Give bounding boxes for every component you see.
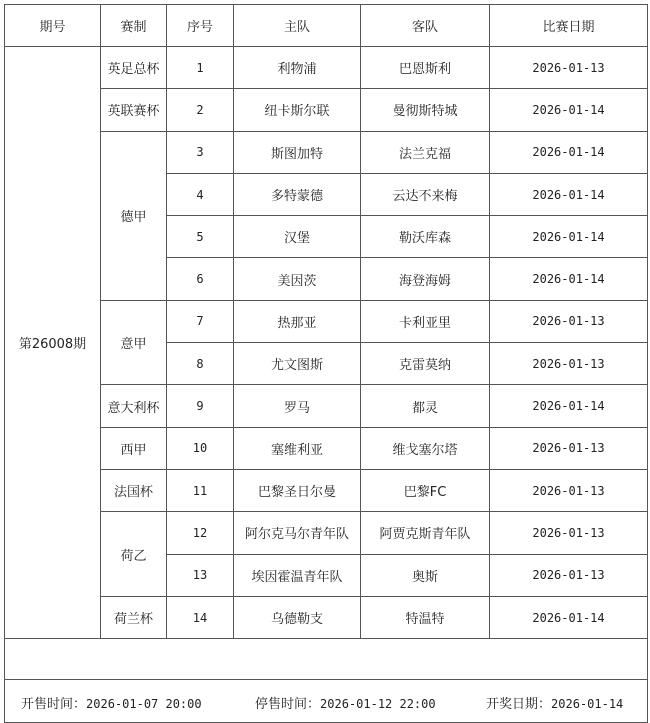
home-team-cell: 尤文图斯 — [234, 343, 361, 385]
away-team-cell: 法兰克福 — [361, 131, 490, 173]
home-team-cell: 乌德勒支 — [234, 596, 361, 638]
table-row — [5, 469, 648, 511]
table-row — [5, 596, 648, 638]
date-cell: 2026-01-14 — [490, 89, 648, 131]
table-row — [5, 300, 648, 342]
number-cell: 10 — [167, 427, 234, 469]
home-team-cell: 热那亚 — [234, 300, 361, 342]
number-cell: 7 — [167, 300, 234, 342]
competition-cell: 法国杯 — [101, 469, 167, 511]
header-home-team: 主队 — [234, 5, 361, 47]
competition-cell: 意大利杯 — [101, 385, 167, 427]
competition-cell: 英联赛杯 — [101, 89, 167, 131]
date-cell: 2026-01-14 — [490, 258, 648, 300]
home-team-cell: 罗马 — [234, 385, 361, 427]
header-period: 期号 — [5, 5, 101, 47]
date-cell: 2026-01-13 — [490, 469, 648, 511]
blank-cell — [5, 639, 648, 680]
competition-cell: 荷乙 — [101, 512, 167, 597]
sale-close-time — [255, 693, 436, 712]
competition-cell: 英足总杯 — [101, 47, 167, 89]
footer-cell — [5, 680, 648, 723]
number-cell: 12 — [167, 512, 234, 554]
home-team-cell: 巴黎圣日尔曼 — [234, 469, 361, 511]
home-team-cell: 斯图加特 — [234, 131, 361, 173]
blank-row — [5, 639, 648, 680]
header-match-date: 比赛日期 — [490, 5, 648, 47]
sale-open-value: 2026-01-07 20:00 — [86, 697, 202, 712]
date-cell: 2026-01-14 — [490, 596, 648, 638]
draw-label: 开奖日期： — [486, 697, 552, 713]
draw-value: 2026-01-14 — [551, 697, 624, 712]
number-cell: 9 — [167, 385, 234, 427]
number-cell: 4 — [167, 173, 234, 215]
sale-close-label: 停售时间： — [255, 697, 321, 713]
home-team-cell: 纽卡斯尔联 — [234, 89, 361, 131]
date-cell: 2026-01-13 — [490, 427, 648, 469]
home-team-cell: 利物浦 — [234, 47, 361, 89]
table-row — [5, 427, 648, 469]
away-team-cell: 海登海姆 — [361, 258, 490, 300]
home-team-cell: 汉堡 — [234, 216, 361, 258]
sale-info — [5, 680, 647, 722]
draw-date — [486, 693, 623, 712]
away-team-cell: 巴黎FC — [361, 469, 490, 511]
away-team-cell: 卡利亚里 — [361, 300, 490, 342]
table-row — [5, 89, 648, 131]
away-team-cell: 巴恩斯利 — [361, 47, 490, 89]
date-cell: 2026-01-13 — [490, 554, 648, 596]
away-team-cell: 曼彻斯特城 — [361, 89, 490, 131]
home-team-cell: 美因茨 — [234, 258, 361, 300]
number-cell: 5 — [167, 216, 234, 258]
number-cell: 6 — [167, 258, 234, 300]
footer-row — [5, 680, 648, 723]
number-cell: 14 — [167, 596, 234, 638]
sale-close-value: 2026-01-12 22:00 — [320, 697, 436, 712]
header-away-team: 客队 — [361, 5, 490, 47]
date-cell: 2026-01-14 — [490, 131, 648, 173]
away-team-cell: 维戈塞尔塔 — [361, 427, 490, 469]
table-row — [5, 131, 648, 173]
competition-cell: 意甲 — [101, 300, 167, 385]
away-team-cell: 奥斯 — [361, 554, 490, 596]
sale-open-label: 开售时间： — [21, 697, 87, 713]
date-cell: 2026-01-13 — [490, 300, 648, 342]
competition-cell: 西甲 — [101, 427, 167, 469]
home-team-cell: 阿尔克马尔青年队 — [234, 512, 361, 554]
home-team-cell: 多特蒙德 — [234, 173, 361, 215]
period-cell: 第26008期 — [5, 47, 101, 639]
table-row — [5, 47, 648, 89]
away-team-cell: 克雷莫纳 — [361, 343, 490, 385]
number-cell: 8 — [167, 343, 234, 385]
competition-cell: 荷兰杯 — [101, 596, 167, 638]
home-team-cell: 埃因霍温青年队 — [234, 554, 361, 596]
away-team-cell: 都灵 — [361, 385, 490, 427]
date-cell: 2026-01-13 — [490, 343, 648, 385]
date-cell: 2026-01-14 — [490, 216, 648, 258]
date-cell: 2026-01-13 — [490, 47, 648, 89]
number-cell: 1 — [167, 47, 234, 89]
date-cell: 2026-01-14 — [490, 173, 648, 215]
away-team-cell: 勒沃库森 — [361, 216, 490, 258]
away-team-cell: 云达不来梅 — [361, 173, 490, 215]
header-number: 序号 — [167, 5, 234, 47]
number-cell: 11 — [167, 469, 234, 511]
sale-open-time — [21, 693, 202, 712]
table-row — [5, 512, 648, 554]
header-row — [5, 5, 648, 47]
competition-cell: 德甲 — [101, 131, 167, 300]
number-cell: 2 — [167, 89, 234, 131]
header-competition: 赛制 — [101, 5, 167, 47]
away-team-cell: 特温特 — [361, 596, 490, 638]
number-cell: 3 — [167, 131, 234, 173]
match-schedule-table — [4, 4, 648, 723]
away-team-cell: 阿贾克斯青年队 — [361, 512, 490, 554]
number-cell: 13 — [167, 554, 234, 596]
date-cell: 2026-01-13 — [490, 512, 648, 554]
date-cell: 2026-01-14 — [490, 385, 648, 427]
table-row — [5, 385, 648, 427]
home-team-cell: 塞维利亚 — [234, 427, 361, 469]
